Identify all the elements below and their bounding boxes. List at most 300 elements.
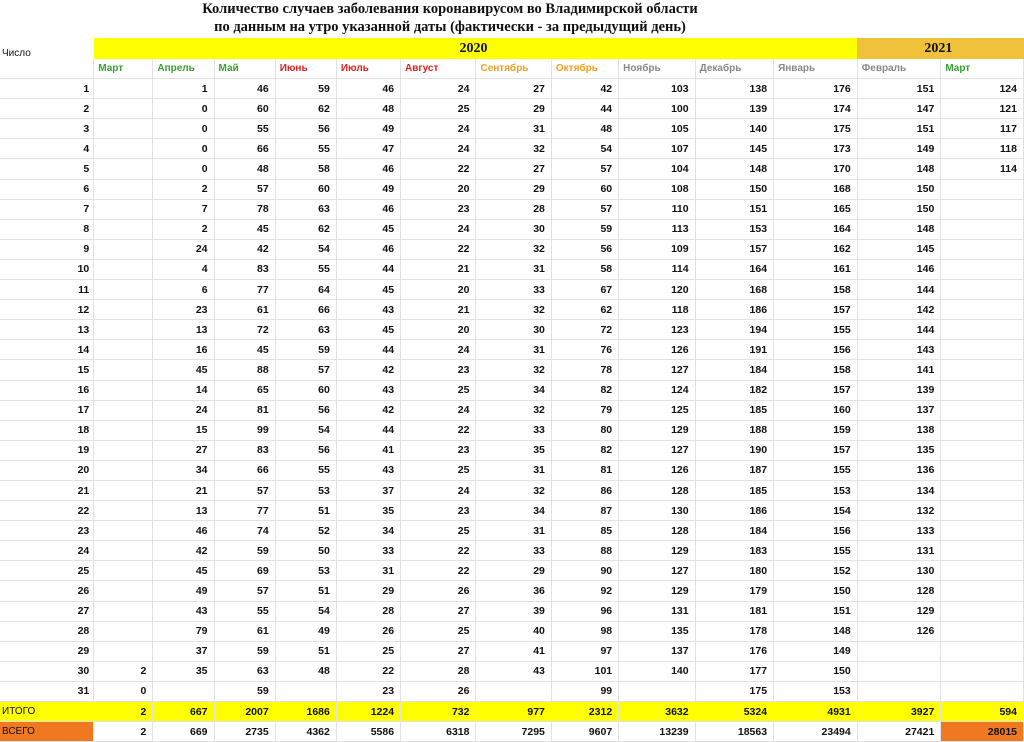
case-count: 79 (551, 400, 618, 420)
case-count: 191 (695, 340, 773, 360)
case-count: 150 (774, 661, 858, 681)
day-number: 27 (0, 601, 94, 621)
case-count: 109 (619, 239, 695, 259)
case-count: 62 (551, 300, 618, 320)
case-count: 99 (551, 681, 618, 701)
case-count: 16 (153, 340, 214, 360)
case-count (941, 641, 1024, 661)
case-count: 23 (401, 501, 476, 521)
case-count: 7 (153, 199, 214, 219)
case-count: 63 (275, 199, 336, 219)
case-count: 136 (857, 460, 941, 480)
table-row (0, 601, 1024, 621)
month-header: Март (94, 59, 153, 79)
case-count: 67 (551, 280, 618, 300)
case-count: 46 (214, 79, 275, 99)
itogo-value: 594 (941, 702, 1024, 722)
case-count: 49 (275, 621, 336, 641)
case-count: 35 (476, 440, 551, 460)
case-count: 24 (401, 340, 476, 360)
case-count: 188 (695, 420, 773, 440)
case-count: 60 (275, 179, 336, 199)
case-count: 148 (695, 159, 773, 179)
month-header: Январь (774, 59, 858, 79)
row-label-header: Число (2, 48, 31, 59)
case-count: 34 (153, 460, 214, 480)
case-count (94, 541, 153, 561)
case-count: 57 (551, 159, 618, 179)
case-count: 22 (401, 239, 476, 259)
case-count: 103 (619, 79, 695, 99)
case-count: 45 (336, 320, 400, 340)
table-row (0, 400, 1024, 420)
case-count: 54 (275, 239, 336, 259)
case-count: 74 (214, 521, 275, 541)
case-count: 66 (275, 300, 336, 320)
case-count (94, 219, 153, 239)
vsego-value: 13239 (619, 722, 695, 742)
case-count: 138 (695, 79, 773, 99)
case-count: 23 (401, 199, 476, 219)
case-count: 45 (153, 360, 214, 380)
itogo-label: ИТОГО (0, 702, 94, 722)
case-count: 118 (619, 300, 695, 320)
case-count (941, 199, 1024, 219)
case-count: 41 (476, 641, 551, 661)
case-count: 0 (153, 119, 214, 139)
case-count: 183 (695, 541, 773, 561)
table-row (0, 320, 1024, 340)
case-count: 153 (774, 480, 858, 500)
case-count: 131 (619, 601, 695, 621)
case-count: 22 (401, 420, 476, 440)
case-count (941, 219, 1024, 239)
case-count: 72 (214, 320, 275, 340)
case-count: 100 (619, 99, 695, 119)
case-count (941, 420, 1024, 440)
case-count: 30 (476, 320, 551, 340)
case-count: 21 (401, 259, 476, 279)
day-number: 26 (0, 581, 94, 601)
day-number: 3 (0, 119, 94, 139)
case-count: 131 (857, 541, 941, 561)
case-count: 2 (94, 661, 153, 681)
case-count: 155 (774, 541, 858, 561)
case-count: 77 (214, 280, 275, 300)
case-count: 24 (401, 79, 476, 99)
case-count (941, 320, 1024, 340)
case-count: 46 (336, 159, 400, 179)
table-row (0, 99, 1024, 119)
case-count: 165 (774, 199, 858, 219)
case-count: 76 (551, 340, 618, 360)
case-count: 104 (619, 159, 695, 179)
case-count: 72 (551, 320, 618, 340)
table-row (0, 199, 1024, 219)
case-count (94, 139, 153, 159)
case-count (94, 280, 153, 300)
case-count: 31 (476, 340, 551, 360)
case-count: 34 (476, 380, 551, 400)
case-count: 179 (695, 581, 773, 601)
case-count (94, 460, 153, 480)
case-count: 2 (153, 179, 214, 199)
case-count: 153 (695, 219, 773, 239)
case-count: 25 (336, 641, 400, 661)
case-count: 54 (551, 139, 618, 159)
case-count: 44 (336, 420, 400, 440)
case-count: 53 (275, 561, 336, 581)
case-count: 42 (336, 400, 400, 420)
case-count: 35 (336, 501, 400, 521)
case-count: 132 (857, 501, 941, 521)
case-count: 56 (275, 119, 336, 139)
case-count: 127 (619, 440, 695, 460)
case-count: 55 (214, 601, 275, 621)
case-count: 52 (275, 521, 336, 541)
case-count: 137 (857, 400, 941, 420)
case-count: 48 (336, 99, 400, 119)
case-count: 149 (857, 139, 941, 159)
case-count: 88 (214, 360, 275, 380)
case-count: 143 (857, 340, 941, 360)
case-count: 26 (336, 621, 400, 641)
case-count: 1 (153, 79, 214, 99)
case-count: 186 (695, 501, 773, 521)
case-count (94, 300, 153, 320)
table-row (0, 300, 1024, 320)
table-row (0, 480, 1024, 500)
table-row (0, 340, 1024, 360)
month-header: Март (941, 59, 1024, 79)
case-count: 20 (401, 320, 476, 340)
case-count: 130 (857, 561, 941, 581)
case-count: 55 (214, 119, 275, 139)
case-count: 31 (476, 521, 551, 541)
case-count: 31 (336, 561, 400, 581)
case-count: 148 (857, 219, 941, 239)
vsego-value: 2 (94, 722, 153, 742)
case-count: 22 (336, 661, 400, 681)
case-count: 31 (476, 259, 551, 279)
case-count: 40 (476, 621, 551, 641)
case-count: 60 (275, 380, 336, 400)
case-count: 45 (153, 561, 214, 581)
case-count: 13 (153, 320, 214, 340)
day-number: 15 (0, 360, 94, 380)
day-number: 13 (0, 320, 94, 340)
case-count: 57 (214, 179, 275, 199)
itogo-value: 4931 (774, 702, 858, 722)
case-count (94, 561, 153, 581)
case-count: 78 (551, 360, 618, 380)
vsego-value: 669 (153, 722, 214, 742)
case-count: 66 (214, 460, 275, 480)
case-count: 0 (94, 681, 153, 701)
case-count: 25 (401, 460, 476, 480)
case-count (94, 340, 153, 360)
case-count (94, 641, 153, 661)
case-count: 176 (774, 79, 858, 99)
case-count: 158 (774, 360, 858, 380)
case-count: 155 (774, 460, 858, 480)
case-count: 22 (401, 541, 476, 561)
case-count: 64 (275, 280, 336, 300)
case-count: 66 (214, 139, 275, 159)
case-count: 141 (857, 360, 941, 380)
case-count: 120 (619, 280, 695, 300)
case-count: 128 (619, 480, 695, 500)
case-count: 24 (153, 239, 214, 259)
case-count: 27 (476, 79, 551, 99)
case-count (94, 79, 153, 99)
case-count: 57 (214, 581, 275, 601)
case-count (941, 259, 1024, 279)
day-number: 20 (0, 460, 94, 480)
case-count: 26 (401, 681, 476, 701)
page-title (0, 0, 900, 40)
case-count: 190 (695, 440, 773, 460)
table-row (0, 661, 1024, 681)
day-number: 1 (0, 79, 94, 99)
case-count: 27 (153, 440, 214, 460)
case-count: 48 (214, 159, 275, 179)
case-count: 62 (275, 219, 336, 239)
case-count (857, 641, 941, 661)
case-count: 150 (695, 179, 773, 199)
case-count (941, 300, 1024, 320)
day-number: 29 (0, 641, 94, 661)
case-count: 133 (857, 521, 941, 541)
case-count: 45 (214, 340, 275, 360)
case-count: 39 (476, 601, 551, 621)
case-count: 57 (551, 199, 618, 219)
table-row (0, 119, 1024, 139)
day-number: 30 (0, 661, 94, 681)
case-count: 33 (476, 420, 551, 440)
case-count: 46 (336, 79, 400, 99)
case-count: 49 (336, 179, 400, 199)
day-number: 28 (0, 621, 94, 641)
case-count: 59 (551, 219, 618, 239)
case-count (94, 440, 153, 460)
case-count (941, 340, 1024, 360)
case-count: 69 (214, 561, 275, 581)
case-count: 28 (336, 601, 400, 621)
case-count: 164 (695, 259, 773, 279)
case-count: 83 (214, 259, 275, 279)
case-count: 59 (214, 681, 275, 701)
vsego-value: 18563 (695, 722, 773, 742)
case-count (94, 99, 153, 119)
case-count: 24 (401, 219, 476, 239)
itogo-value: 3632 (619, 702, 695, 722)
day-number: 8 (0, 219, 94, 239)
case-count: 142 (857, 300, 941, 320)
case-count (941, 460, 1024, 480)
case-count: 185 (695, 480, 773, 500)
vsego-label: ВСЕГО (0, 722, 94, 742)
table-row (0, 541, 1024, 561)
case-count (94, 621, 153, 641)
itogo-value: 5324 (695, 702, 773, 722)
case-count (94, 239, 153, 259)
case-count: 55 (275, 259, 336, 279)
table-row (0, 581, 1024, 601)
vsego-value: 6318 (401, 722, 476, 742)
case-count: 42 (551, 79, 618, 99)
case-count: 31 (476, 460, 551, 480)
case-count: 59 (275, 340, 336, 360)
case-count: 92 (551, 581, 618, 601)
case-count: 151 (695, 199, 773, 219)
case-count: 82 (551, 440, 618, 460)
case-count (275, 681, 336, 701)
case-count: 148 (857, 159, 941, 179)
title-line-2: по данным на утро указанной даты (фактически - за предыдущий день) (214, 19, 686, 35)
case-count: 37 (336, 480, 400, 500)
case-count: 82 (551, 380, 618, 400)
case-count: 21 (401, 300, 476, 320)
month-header: Февраль (857, 59, 941, 79)
case-count: 126 (857, 621, 941, 641)
case-count: 127 (619, 561, 695, 581)
day-number: 7 (0, 199, 94, 219)
case-count: 58 (275, 159, 336, 179)
vsego-value: 7295 (476, 722, 551, 742)
case-count: 129 (619, 581, 695, 601)
month-header: Сентябрь (476, 59, 551, 79)
case-count: 121 (941, 99, 1024, 119)
case-count (857, 661, 941, 681)
case-count: 47 (336, 139, 400, 159)
case-count: 186 (695, 300, 773, 320)
day-number: 6 (0, 179, 94, 199)
case-count: 62 (275, 99, 336, 119)
case-count: 101 (551, 661, 618, 681)
vsego-value: 28015 (941, 722, 1024, 742)
case-count: 105 (619, 119, 695, 139)
table-row (0, 139, 1024, 159)
case-count (94, 601, 153, 621)
table-row (0, 179, 1024, 199)
case-count: 128 (857, 581, 941, 601)
case-count: 135 (619, 621, 695, 641)
vsego-value: 23494 (774, 722, 858, 742)
month-header: Май (214, 59, 275, 79)
case-count: 33 (476, 280, 551, 300)
case-count: 162 (774, 239, 858, 259)
case-count (941, 521, 1024, 541)
case-count: 157 (695, 239, 773, 259)
case-count: 51 (275, 641, 336, 661)
case-count: 24 (401, 400, 476, 420)
case-count: 48 (551, 119, 618, 139)
case-count: 77 (214, 501, 275, 521)
case-count: 140 (619, 661, 695, 681)
month-header: Июнь (275, 59, 336, 79)
case-count: 23 (153, 300, 214, 320)
day-number: 16 (0, 380, 94, 400)
month-header-blank (0, 59, 94, 79)
day-number: 23 (0, 521, 94, 541)
case-count: 118 (941, 139, 1024, 159)
case-count: 61 (214, 300, 275, 320)
itogo-value: 2 (94, 702, 153, 722)
case-count: 151 (857, 119, 941, 139)
day-number: 24 (0, 541, 94, 561)
case-count (941, 561, 1024, 581)
case-count (941, 400, 1024, 420)
case-count: 0 (153, 99, 214, 119)
case-count: 42 (336, 360, 400, 380)
case-count: 30 (476, 219, 551, 239)
case-count: 175 (774, 119, 858, 139)
case-count: 98 (551, 621, 618, 641)
case-count: 144 (857, 280, 941, 300)
table-row (0, 561, 1024, 581)
case-count (94, 199, 153, 219)
case-count: 27 (476, 159, 551, 179)
case-count: 110 (619, 199, 695, 219)
case-count: 160 (774, 400, 858, 420)
case-count: 178 (695, 621, 773, 641)
case-count: 149 (774, 641, 858, 661)
case-count: 26 (401, 581, 476, 601)
case-count (94, 501, 153, 521)
itogo-row (0, 702, 1024, 722)
day-number: 21 (0, 480, 94, 500)
case-count: 185 (695, 400, 773, 420)
case-count: 32 (476, 139, 551, 159)
table-row (0, 280, 1024, 300)
case-count: 58 (551, 259, 618, 279)
case-count: 129 (619, 541, 695, 561)
case-count: 32 (476, 480, 551, 500)
case-count: 156 (774, 340, 858, 360)
case-count: 59 (214, 641, 275, 661)
case-count (94, 320, 153, 340)
case-count: 150 (857, 199, 941, 219)
day-number: 9 (0, 239, 94, 259)
case-count: 157 (774, 380, 858, 400)
case-count: 145 (857, 239, 941, 259)
case-count: 65 (214, 380, 275, 400)
month-header: Декабрь (695, 59, 773, 79)
case-count: 23 (336, 681, 400, 701)
case-count (94, 400, 153, 420)
case-count (619, 681, 695, 701)
case-count: 63 (275, 320, 336, 340)
case-count: 60 (551, 179, 618, 199)
vsego-value: 27421 (857, 722, 941, 742)
case-count: 175 (695, 681, 773, 701)
case-count: 22 (401, 561, 476, 581)
year-row (0, 38, 1024, 59)
case-count: 126 (619, 460, 695, 480)
case-count (941, 581, 1024, 601)
case-count (941, 480, 1024, 500)
case-count: 55 (275, 460, 336, 480)
case-count: 157 (774, 440, 858, 460)
month-header: Август (401, 59, 476, 79)
case-count (941, 280, 1024, 300)
case-count: 61 (214, 621, 275, 641)
case-count: 45 (336, 280, 400, 300)
case-count: 25 (401, 521, 476, 541)
case-count: 99 (214, 420, 275, 440)
case-count: 173 (774, 139, 858, 159)
